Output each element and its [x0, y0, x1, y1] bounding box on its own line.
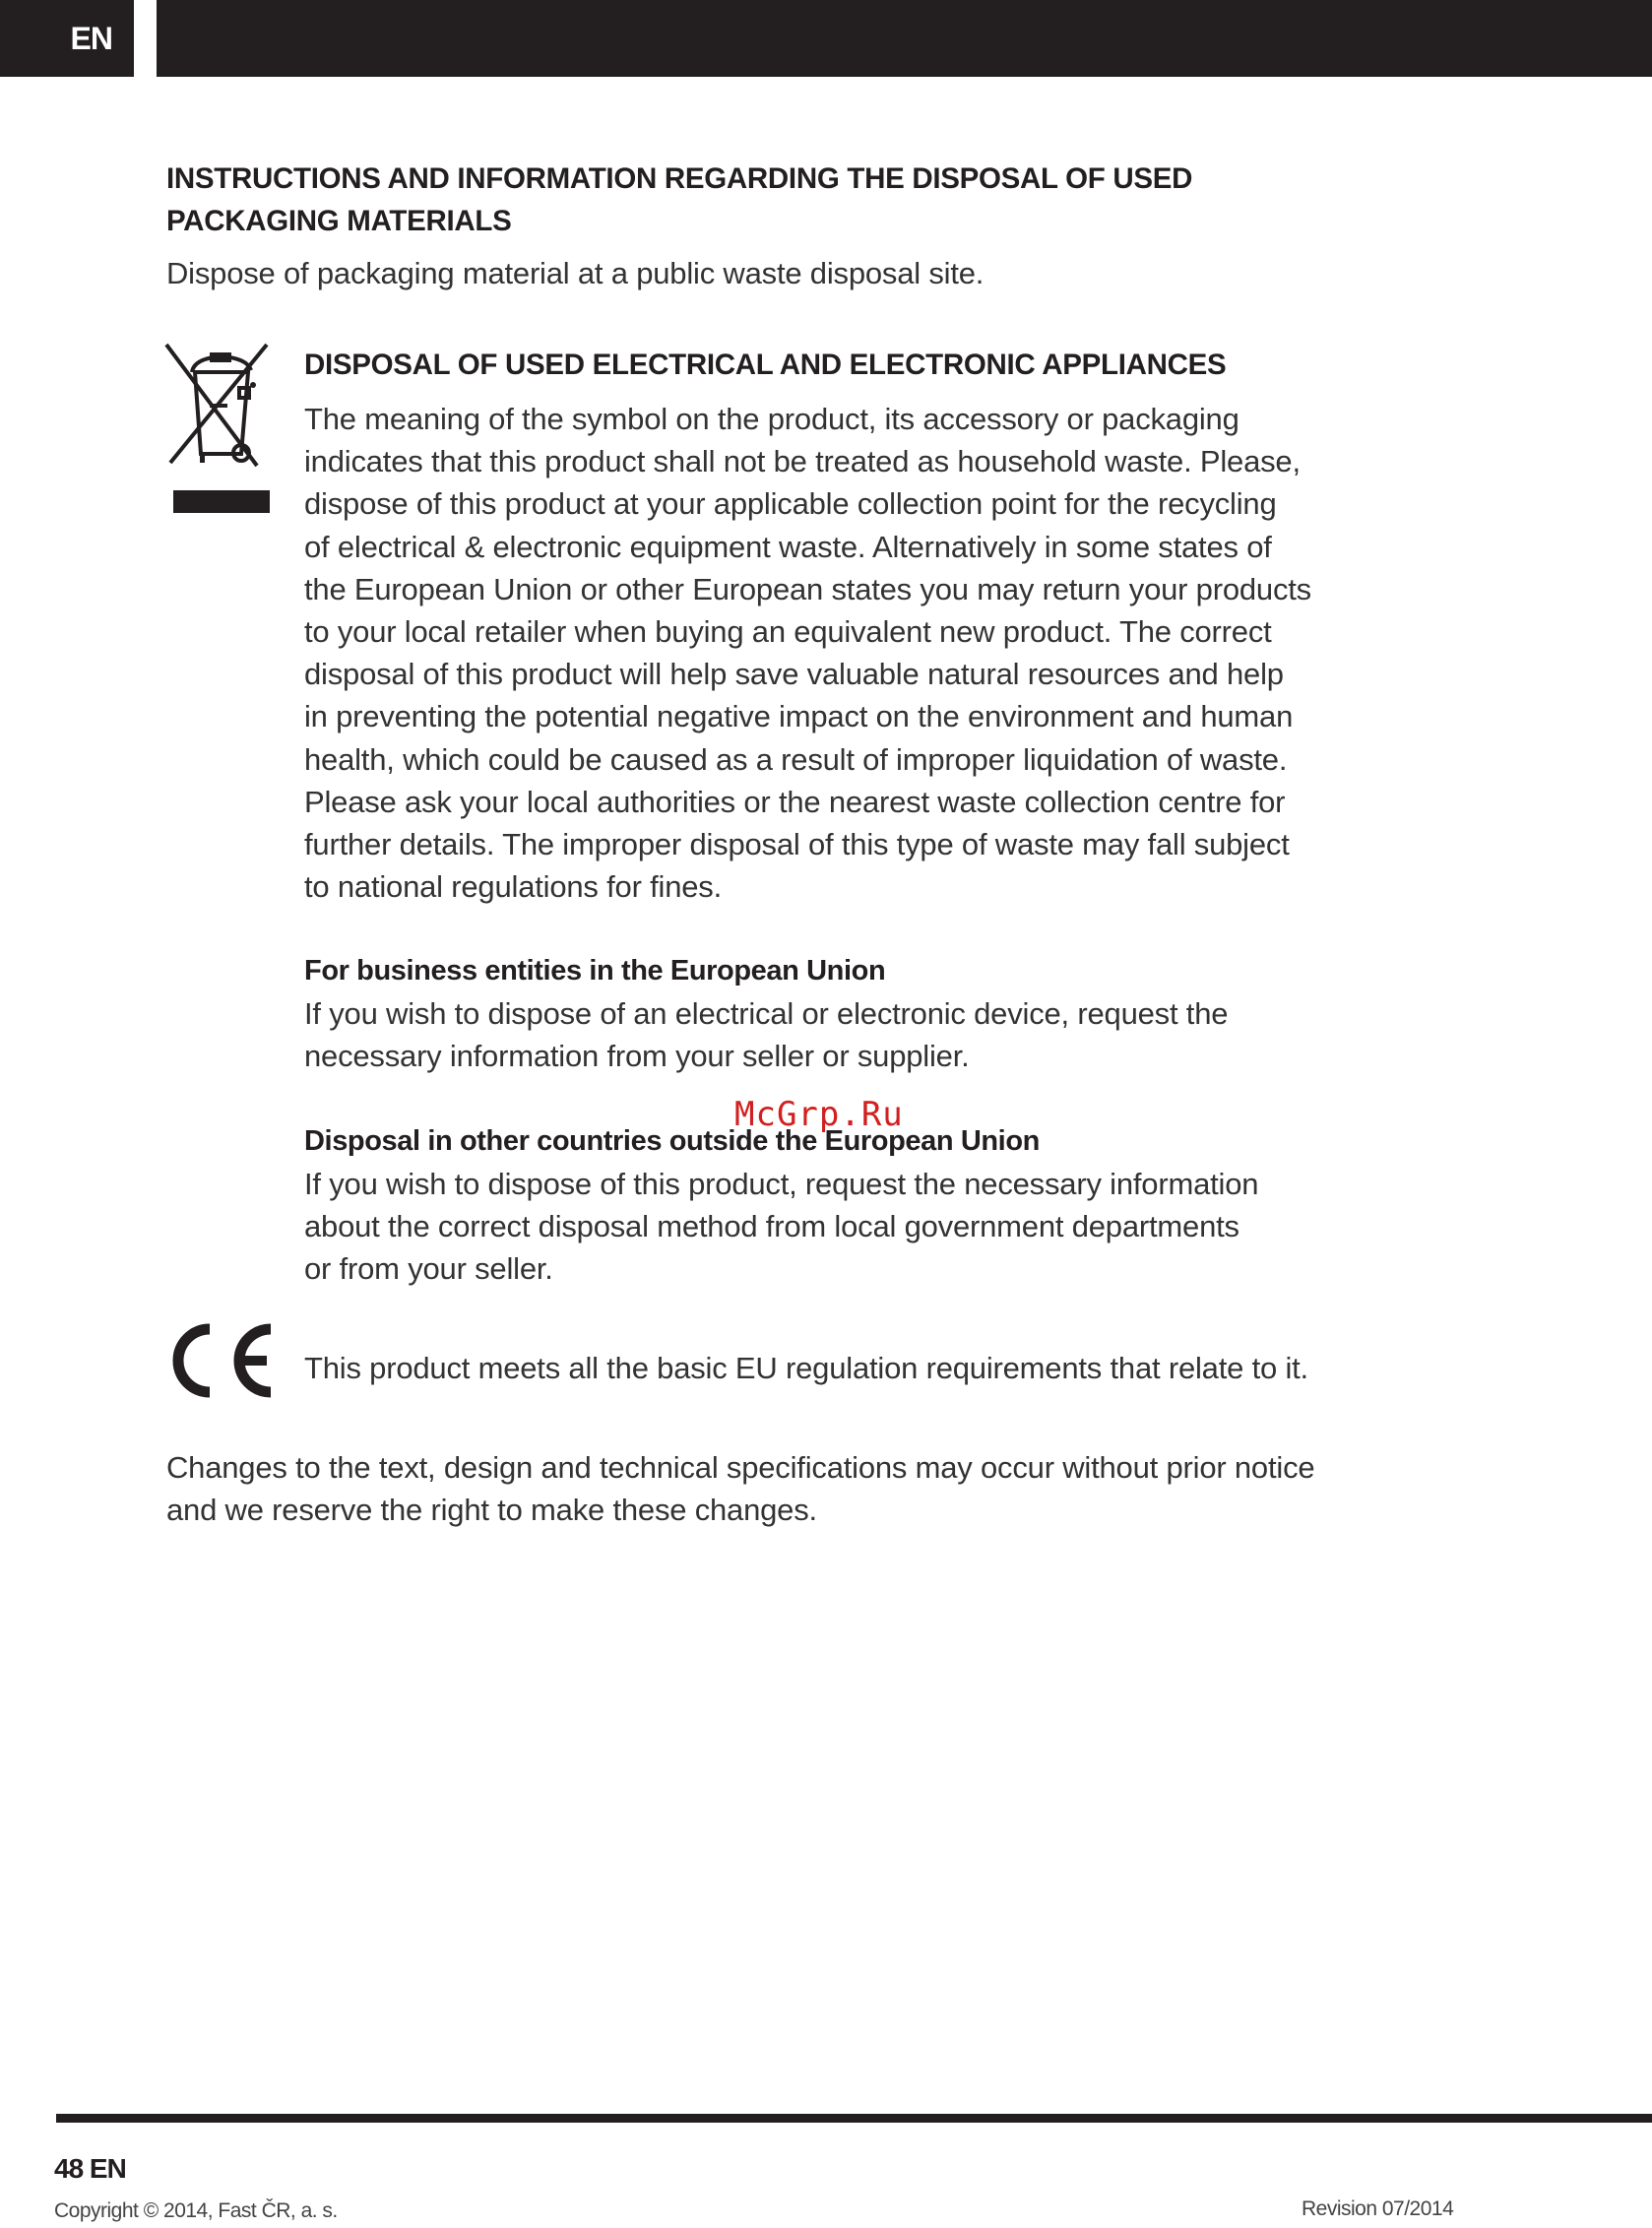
- outside-eu-line: or from your seller.: [304, 1251, 553, 1287]
- weee-line: to your local retailer when buying an equivalent new product. The correct: [304, 614, 1272, 650]
- language-label: EN: [70, 20, 112, 56]
- weee-line: the European Union or other European states you may return your products: [304, 571, 1311, 606]
- footer-rule: [56, 2114, 1652, 2123]
- copyright: Copyright © 2014, Fast ČR, a. s.: [54, 2199, 338, 2222]
- packaging-heading: [166, 158, 1192, 242]
- outside-eu-line: about the correct disposal method from local government departments: [304, 1209, 1239, 1244]
- crossed-out-wheelie-bin-icon: [164, 343, 286, 520]
- weee-line: disposal of this product will help save valuable natural resources and help: [304, 657, 1284, 692]
- revision: Revision 07/2014: [1302, 2197, 1454, 2220]
- weee-line: indicates that this product shall not be treated as household waste. Please,: [304, 444, 1301, 479]
- heading-line: PACKAGING MATERIALS: [166, 205, 512, 237]
- outside-eu-line: If you wish to dispose of this product, request the necessary information: [304, 1167, 1259, 1201]
- business-line: necessary information from your seller or supplier.: [304, 1039, 970, 1074]
- watermark: McGrp.Ru: [734, 1095, 904, 1134]
- changes-line: and we reserve the right to make these changes.: [166, 1493, 817, 1528]
- language-tab: [0, 0, 134, 77]
- outside-eu-section: [304, 1120, 1258, 1291]
- changes-line: Changes to the text, design and technical specifications may occur without prior notice: [166, 1450, 1315, 1485]
- weee-line: in preventing the potential negative impact on the environment and human: [304, 699, 1294, 734]
- weee-heading: DISPOSAL OF USED ELECTRICAL AND ELECTRONIC APPLIANCES: [304, 349, 1227, 381]
- business-heading: For business entities in the European Union: [304, 955, 886, 987]
- header-bar: [157, 0, 1652, 77]
- changes-notice: [166, 1446, 1314, 1531]
- weee-line: to national regulations for fines.: [304, 869, 723, 905]
- weee-line: further details. The improper disposal of this type of waste may fall subject: [304, 827, 1290, 862]
- business-section: [304, 950, 1228, 1077]
- weee-line: dispose of this product at your applicable collection point for the recycling: [304, 486, 1277, 522]
- weee-line: The meaning of the symbol on the product, its accessory or packaging: [304, 402, 1239, 436]
- packaging-text: Dispose of packaging material at a public waste disposal site.: [166, 256, 985, 290]
- weee-paragraph: [304, 398, 1311, 908]
- ce-text: This product meets all the basic EU regulation requirements that relate to it.: [304, 1351, 1308, 1385]
- heading-line: INSTRUCTIONS AND INFORMATION REGARDING THE DISPOSAL OF USED: [166, 162, 1193, 195]
- weee-line: of electrical & electronic equipment waste. Alternatively in some states of: [304, 529, 1272, 564]
- outside-eu-heading: Disposal in other countries outside the European Union: [304, 1125, 1040, 1157]
- weee-line: health, which could be caused as a result of improper liquidation of waste.: [304, 741, 1288, 777]
- weee-line: Please ask your local authorities or the nearest waste collection centre for: [304, 784, 1286, 819]
- business-line: If you wish to dispose of an electrical or electronic device, request the: [304, 996, 1229, 1031]
- page-number: 48 EN: [54, 2153, 126, 2184]
- ce-mark-icon: [166, 1321, 277, 1400]
